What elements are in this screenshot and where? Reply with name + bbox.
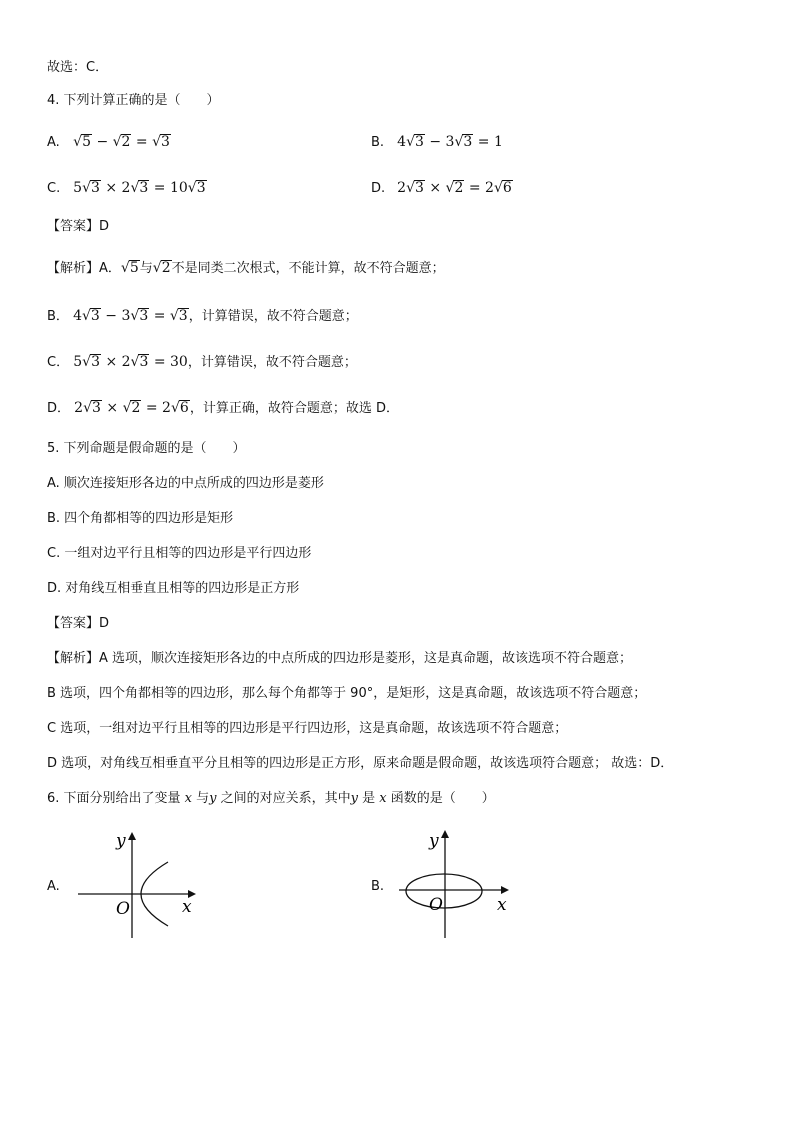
q5-explanation-a: 【解析】A 选项，顺次连接矩形各边的中点所成的四边形是菱形，这是真命题，故该选项不符合题意； — [47, 651, 633, 666]
q5-answer: 【答案】D — [47, 616, 110, 631]
previous-answer-line: 故选：C． — [47, 60, 109, 75]
q5-option-a: A. 顺次连接矩形各边的中点所成的四边形是菱形 — [47, 476, 324, 491]
q4-option-d: D. 2√3 × √2 = 2√6 — [371, 180, 512, 196]
q5-option-d: D. 对角线互相垂直且相等的四边形是正方形 — [47, 581, 300, 596]
y-axis-label: y — [429, 831, 439, 851]
q4-explanation-c: C． 5√3 × 2√3 = 30，计算错误，故不符合题意； — [47, 354, 357, 370]
q4-option-b: B. 4√3 − 3√3 = 1 — [371, 134, 503, 150]
origin-label: O — [116, 899, 130, 919]
origin-label: O — [429, 895, 443, 915]
q5-option-b: B. 四个角都相等的四边形是矩形 — [47, 511, 234, 526]
y-axis-label: y — [116, 831, 126, 851]
q4-answer: 【答案】D — [47, 219, 110, 234]
q5-explanation-d: D 选项，对角线互相垂直平分且相等的四边形是正方形，原来命题是假命题，故该选项符合题意； 故选：D． — [47, 756, 674, 771]
q4-explanation-d: D． 2√3 × √2 = 2√6，计算正确，故符合题意；故选 D． — [47, 400, 399, 416]
q6-stem: 6. 下面分别给出了变量 x 与y 之间的对应关系，其中y 是 x 函数的是（ ） — [47, 791, 495, 806]
q6-option-a-label: A. — [47, 879, 60, 894]
x-axis-label: x — [497, 895, 507, 915]
q5-stem: 5. 下列命题是假命题的是（ ） — [47, 441, 246, 456]
q5-explanation-b: B 选项，四个角都相等的四边形，那么每个角都等于 90°，是矩形，这是真命题，故该选项不符合题意； — [47, 686, 647, 701]
y-axis-arrow-icon — [441, 830, 449, 838]
x-axis-arrow-icon — [501, 886, 509, 894]
q6-option-b-label: B. — [371, 879, 385, 894]
q4-option-a: A. √5 − √2 = √3 — [47, 134, 170, 150]
q4-stem: 4. 下列计算正确的是（ ） — [47, 93, 220, 108]
y-axis-arrow-icon — [128, 832, 136, 840]
x-axis-label: x — [182, 897, 192, 917]
q4-explanation-b: B． 4√3 − 3√3 = √3，计算错误，故不符合题意； — [47, 308, 358, 324]
q4-explanation-a: 【解析】A．√5与√2不是同类二次根式，不能计算，故不符合题意； — [47, 260, 445, 276]
q5-explanation-c: C 选项，一组对边平行且相等的四边形是平行四边形，这是真命题，故该选项不符合题意； — [47, 721, 568, 736]
ellipse-curve — [406, 874, 482, 908]
q6-graph-b — [395, 826, 525, 946]
q6-graph-a — [70, 826, 210, 946]
q5-option-c: C. 一组对边平行且相等的四边形是平行四边形 — [47, 546, 312, 561]
q4-option-c: C. 5√3 × 2√3 = 10√3 — [47, 180, 206, 196]
